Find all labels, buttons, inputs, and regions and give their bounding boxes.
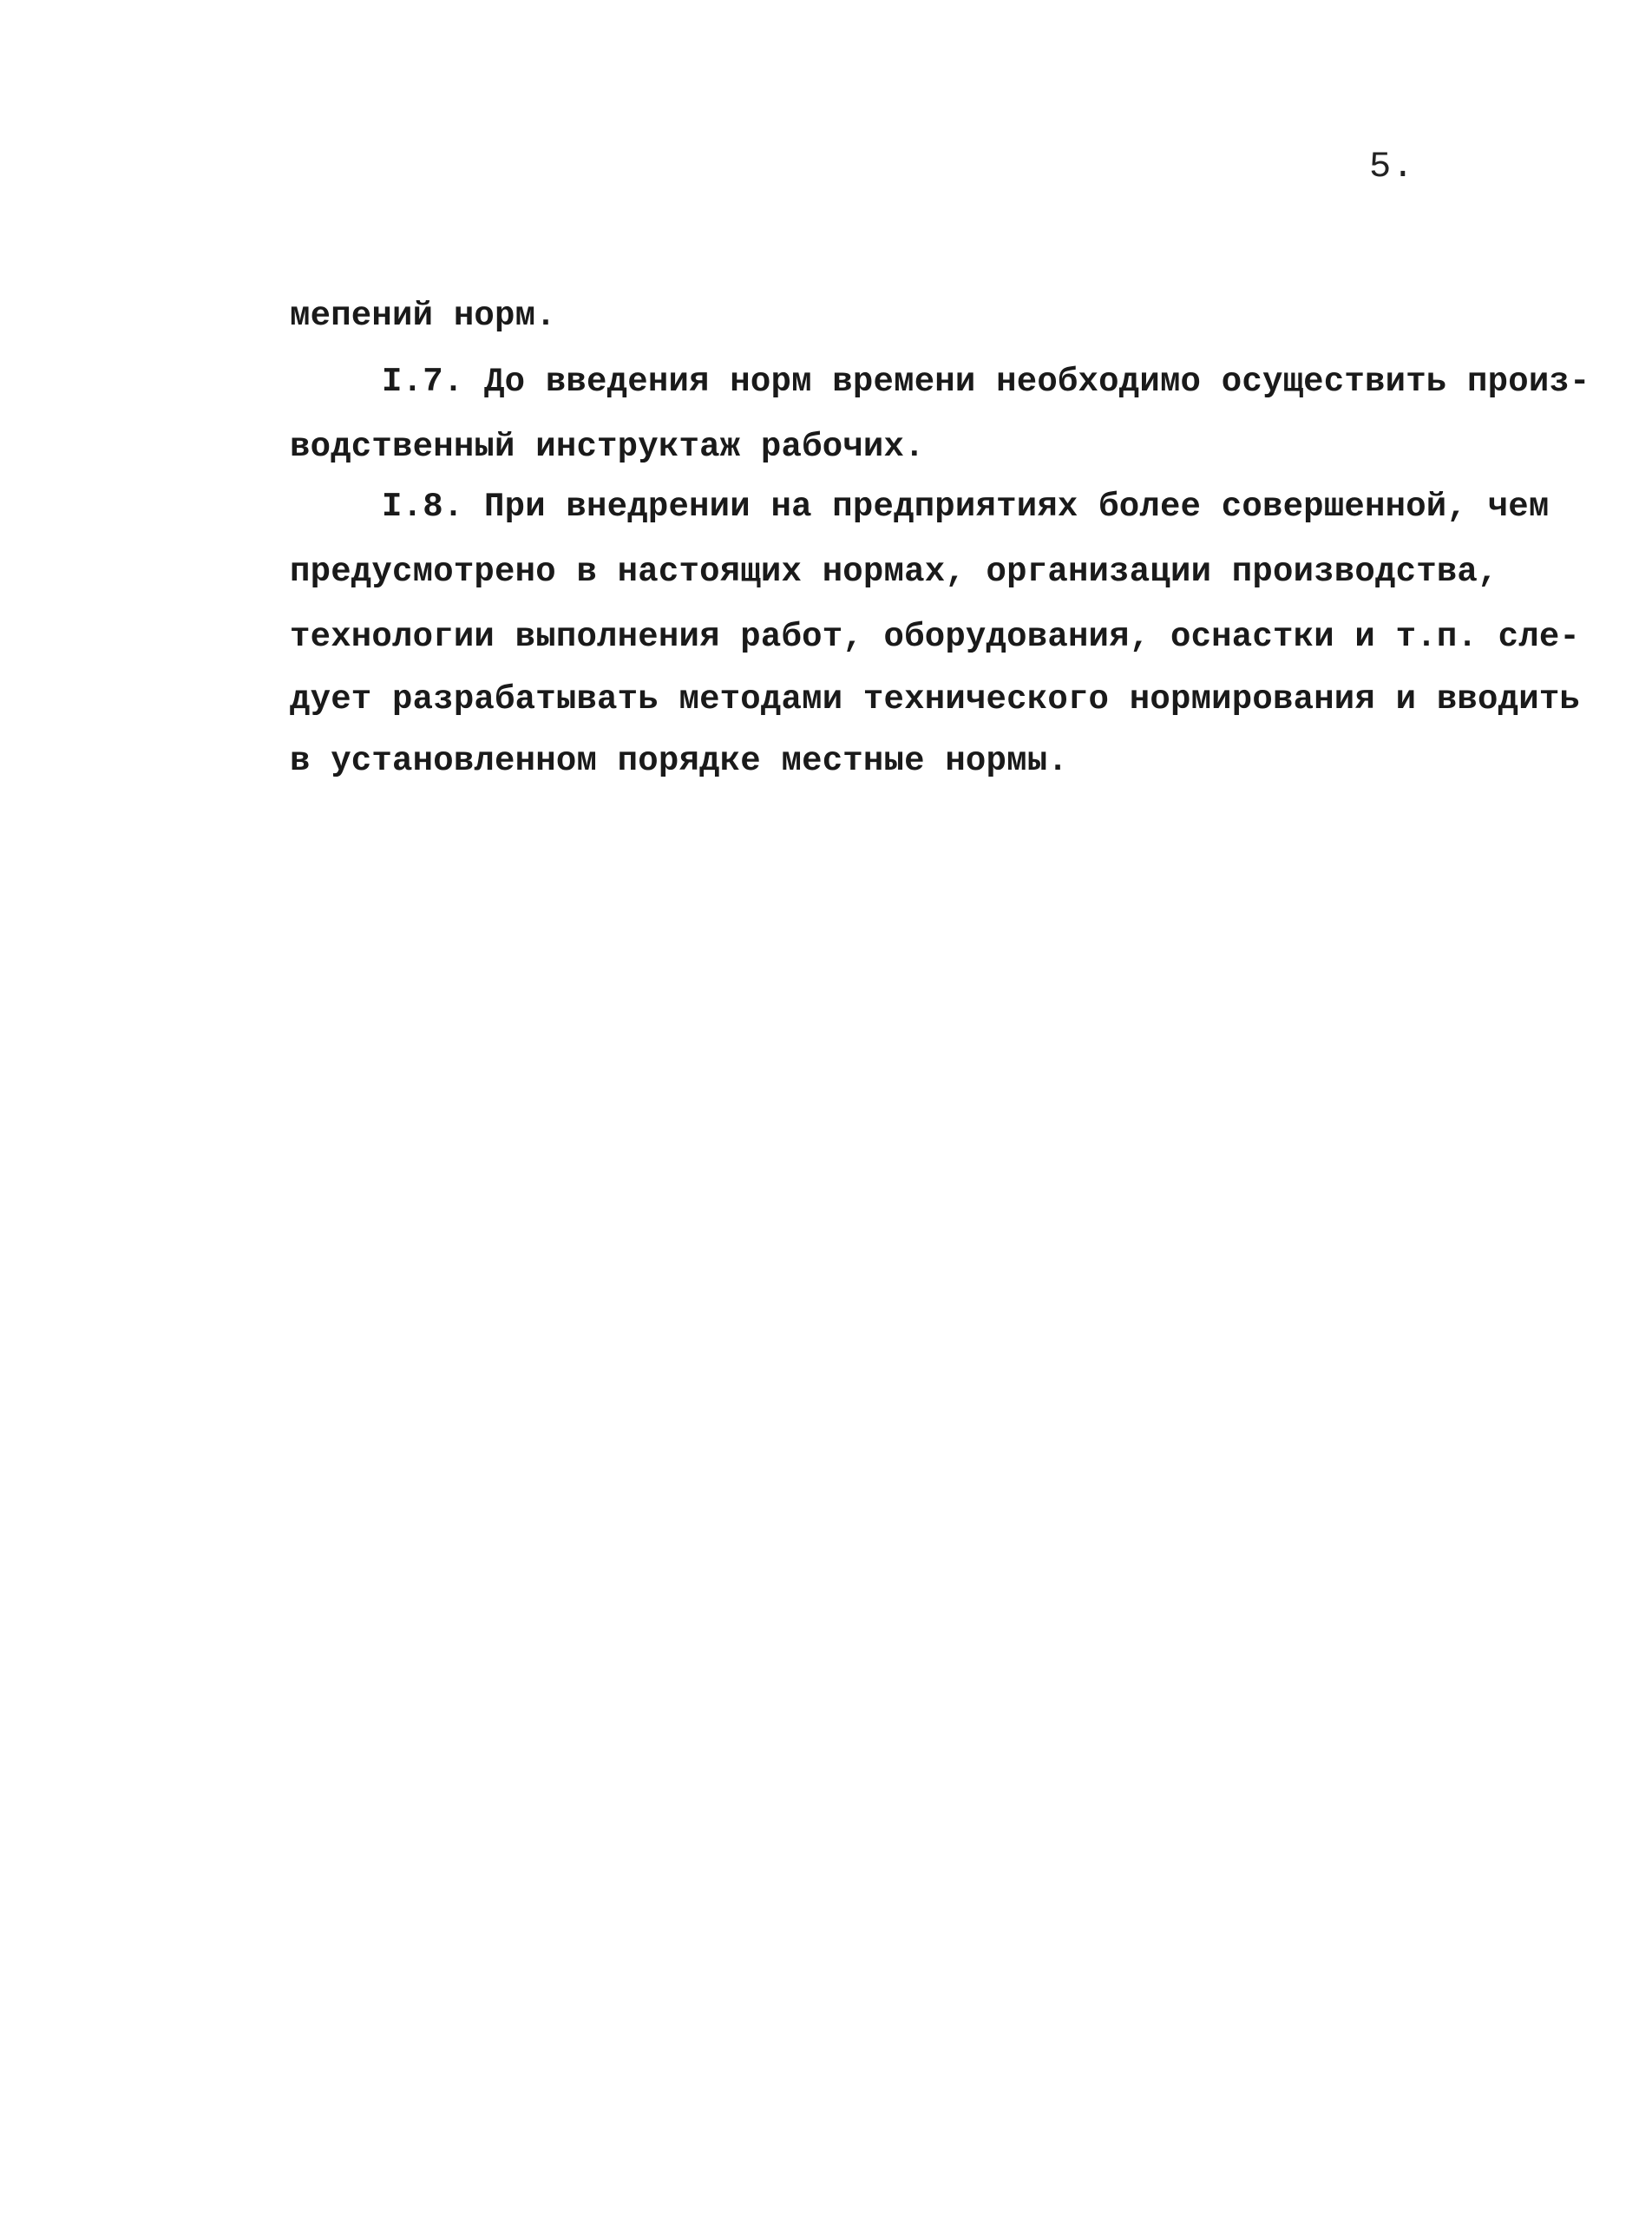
text-line-3: водственный инструктаж рабочих.: [290, 428, 925, 466]
text-line-5: предусмотрено в настоящих нормах, организации производства,: [290, 553, 1498, 591]
text-line-4: I.8. При внедрении на предприятиях более совершенной, чем: [382, 488, 1550, 526]
text-line-7: дует разрабатывать методами технического нормирования и вводить: [290, 680, 1581, 718]
page-number: 5.: [1369, 146, 1415, 187]
text-line-6: технологии выполнения работ, оборудования, оснастки и т.п. сле-: [290, 618, 1581, 656]
text-line-8: в установленном порядке местные нормы.: [290, 742, 1068, 780]
text-line-2: I.7. До введения норм времени необходимо осуществить произ-: [382, 363, 1590, 401]
text-line-1: мепений норм.: [290, 297, 556, 335]
